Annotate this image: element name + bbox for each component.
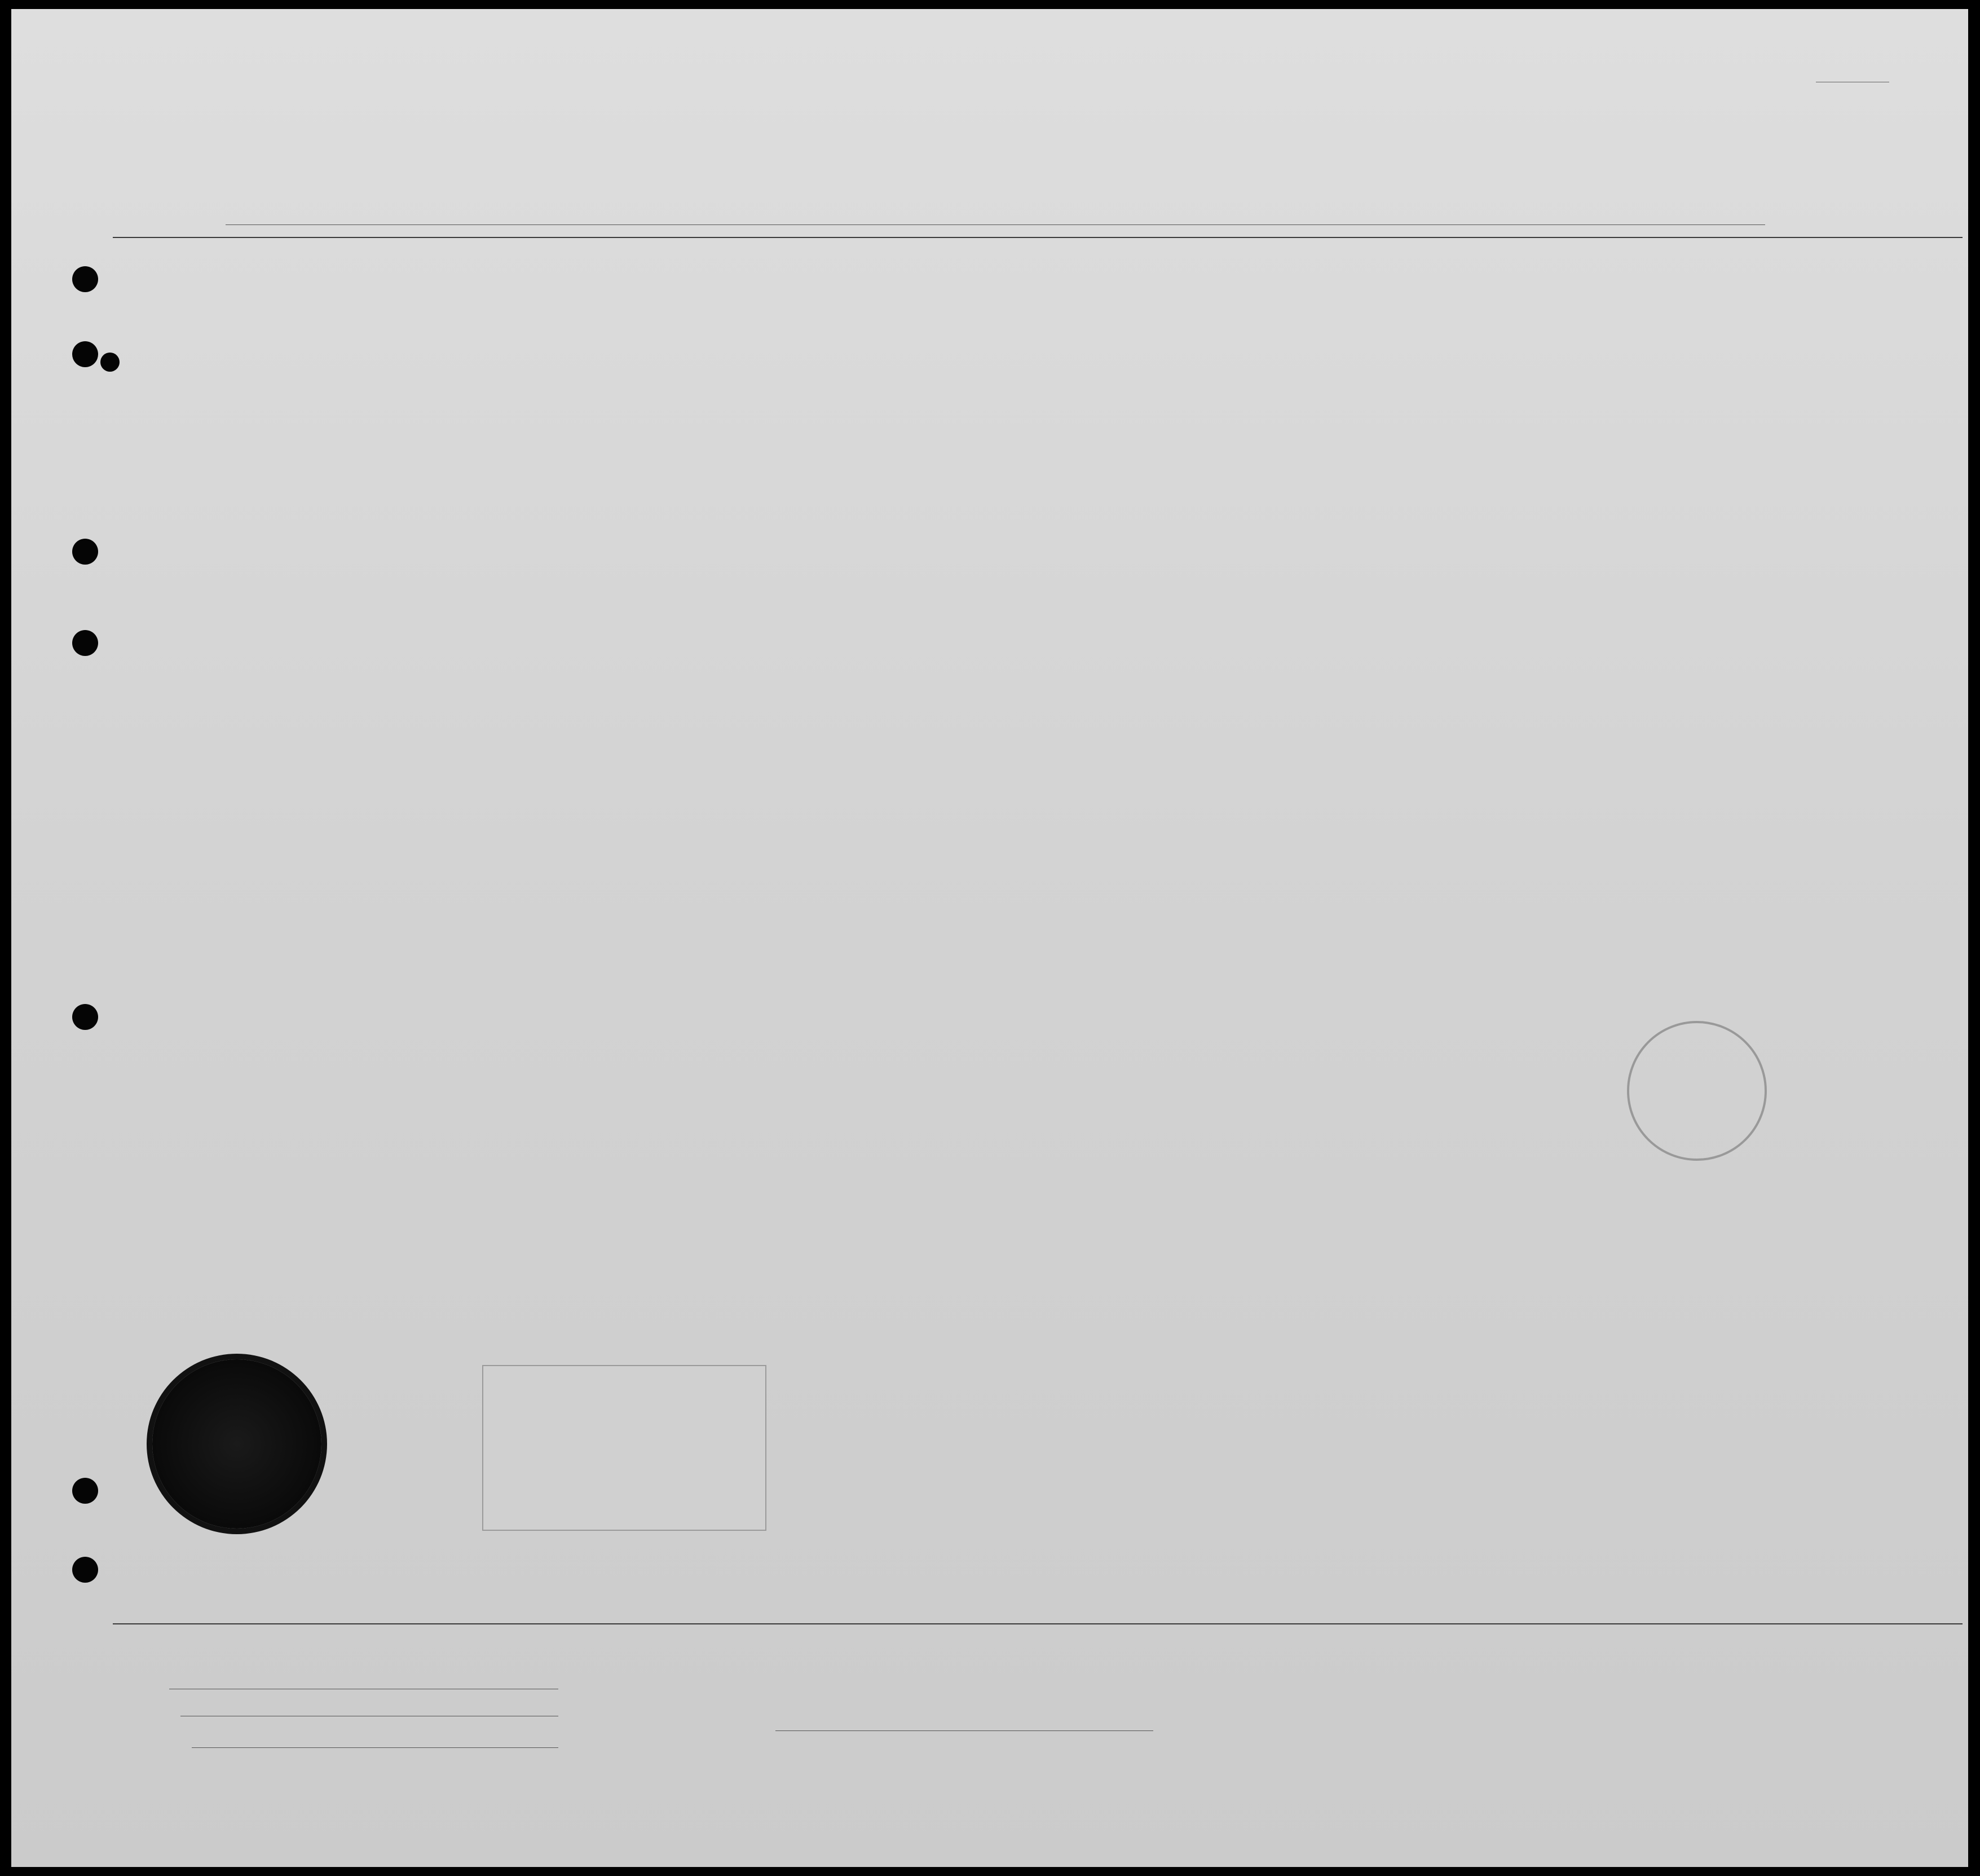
manifest-sheet: [11, 9, 1968, 1867]
binder-hole: [72, 539, 98, 565]
consulate-stamp: [482, 1365, 766, 1531]
consular-seal: [152, 1359, 321, 1529]
binder-hole: [72, 1557, 98, 1583]
binder-hole: [72, 1478, 98, 1504]
binder-hole: [72, 1004, 98, 1030]
hospitalized-stamp: [1627, 1021, 1767, 1161]
table-top-border: [113, 237, 1963, 238]
binder-hole: [72, 630, 98, 656]
binder-hole: [72, 266, 98, 292]
inspector-line: [775, 1730, 1153, 1731]
agents-underline: [192, 1747, 558, 1748]
binder-hole: [72, 341, 98, 367]
binder-hole: [100, 353, 120, 372]
voyage-underline: [226, 224, 1765, 225]
table-bottom-border: [113, 1623, 1963, 1624]
